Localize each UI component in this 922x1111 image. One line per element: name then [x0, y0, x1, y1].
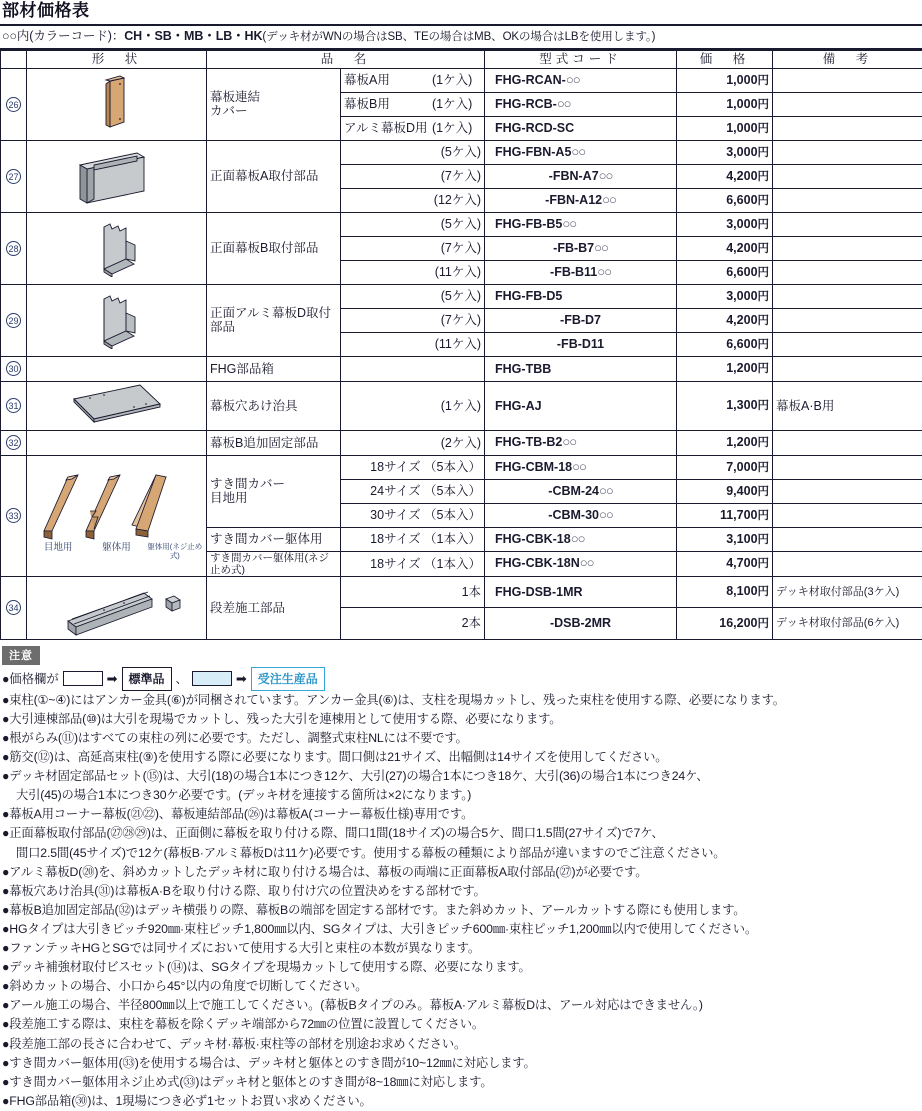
legend-box-blue — [192, 671, 232, 686]
shape-labels — [30, 543, 203, 560]
yen-symbol: 円 — [758, 267, 770, 279]
quantity-spec: (7ケ入) — [341, 236, 485, 260]
price-value: 4,200 — [726, 313, 757, 327]
product-name-line: 目地用 — [210, 491, 337, 505]
circled-number: 34 — [6, 600, 21, 615]
yen-symbol: 円 — [758, 534, 770, 546]
row-number-28 — [1, 212, 27, 284]
model-code: FHG-RCAN-○○ — [485, 68, 677, 92]
quantity-spec — [341, 92, 485, 116]
model-code: FHG-FBN-A5○○ — [485, 140, 677, 164]
shape-cell-28 — [27, 212, 207, 284]
model-code: FHG-FB-B5○○ — [485, 212, 677, 236]
product-name-29 — [207, 284, 341, 356]
spec-name: 幕板A用 — [344, 73, 432, 87]
remarks-cell — [773, 116, 922, 140]
color-code-placeholder: ○○ — [580, 555, 594, 570]
row-number-27 — [1, 140, 27, 212]
shape-cell-34 — [27, 576, 207, 639]
product-name-34 — [207, 576, 341, 639]
notes-section — [0, 640, 922, 1111]
product-name-line: 幕板連結 — [210, 90, 337, 104]
model-code: FHG-TBB — [485, 356, 677, 381]
price-value: 4,200 — [726, 169, 757, 183]
legend-standard: 標準品 — [122, 667, 172, 691]
note-line-5: 大引(45)の場合1本につき30ケ必要です。(デッキ材を連接する箇所は×2になります。) — [2, 786, 922, 805]
quantity-spec: 2本 — [341, 608, 485, 640]
shape-cell-33 — [27, 455, 207, 576]
price-cell — [677, 527, 773, 551]
model-code: -FBN-A7○○ — [485, 164, 677, 188]
note-line-15: ●斜めカットの場合、小口から45°以内の角度で切断してください。 — [2, 977, 922, 996]
remarks-cell: デッキ材取付部品(6ケ入) — [773, 608, 922, 640]
price-value: 1,000 — [726, 73, 757, 87]
price-cell — [677, 116, 773, 140]
product-name-line: 正面幕板A取付部品 — [210, 169, 337, 183]
price-legend — [2, 667, 922, 691]
price-value: 6,600 — [726, 193, 757, 207]
yen-symbol: 円 — [758, 99, 770, 111]
yen-symbol: 円 — [758, 243, 770, 255]
note-line-17: ●段差施工する際は、束柱を幕板を除くデッキ端部から72㎜の位置に設置してください。 — [2, 1015, 922, 1034]
product-name-32 — [207, 430, 341, 455]
price-value: 1,300 — [726, 398, 757, 412]
yen-symbol: 円 — [758, 123, 770, 135]
color-code-placeholder: ○○ — [599, 168, 613, 183]
table-row — [1, 455, 922, 479]
remarks-cell — [773, 260, 922, 284]
model-code: FHG-RCB-○○ — [485, 92, 677, 116]
remarks-cell: デッキ材取付部品(3ケ入) — [773, 576, 922, 608]
yen-symbol: 円 — [758, 618, 770, 630]
yen-symbol: 円 — [758, 339, 770, 351]
price-value: 6,600 — [726, 337, 757, 351]
product-name-30 — [207, 356, 341, 381]
model-code: FHG-CBM-18○○ — [485, 455, 677, 479]
price-value: 11,700 — [720, 508, 758, 522]
row-number-31 — [1, 381, 27, 430]
product-name-26 — [207, 68, 341, 140]
yen-symbol: 円 — [758, 195, 770, 207]
model-code: -FBN-A12○○ — [485, 188, 677, 212]
note-line-1: ●大引連棟部品(⑩)は大引を現場でカットし、残った大引を連棟用として使用する際、必要になります。 — [2, 710, 922, 729]
quantity-spec: (5ケ入) — [341, 140, 485, 164]
note-line-12: ●HGタイプは大引きピッチ920㎜·束柱ピッチ1,800㎜以内、SGタイプは、大引きピッチ600㎜·束柱ピッチ1,200㎜以内で使用してください。 — [2, 920, 922, 939]
table-row — [1, 381, 922, 430]
quantity-spec: 18サイズ （5本入） — [341, 455, 485, 479]
price-cell — [677, 479, 773, 503]
price-cell — [677, 212, 773, 236]
yen-symbol: 円 — [758, 586, 770, 598]
quantity-spec — [341, 116, 485, 140]
header-no — [1, 50, 27, 68]
color-code-paren: (デッキ材がWNの場合はSB、TEの場合はMB、OKの場合はLBを使用します。) — [262, 31, 655, 43]
model-code: -CBM-24○○ — [485, 479, 677, 503]
circled-number: 27 — [6, 169, 21, 184]
color-code-codes: CH・SB・MB・LB・HK — [124, 29, 262, 43]
shape-three-covers-art — [32, 471, 202, 545]
notes-lines — [2, 691, 922, 1111]
spec-qty: (1ケ入) — [432, 97, 472, 111]
price-cell — [677, 140, 773, 164]
shape-cell-26 — [27, 68, 207, 140]
note-line-2: ●根がらみ(⑪)はすべての束柱の列に必要です。ただし、調整式束柱NLには不要です。 — [2, 729, 922, 748]
model-code: FHG-CBK-18○○ — [485, 527, 677, 551]
legend-box-white — [63, 671, 103, 686]
shape-cell-29 — [27, 284, 207, 356]
row-number-29 — [1, 284, 27, 356]
price-cell — [677, 503, 773, 527]
legend-arrow-2: ➡ — [236, 668, 247, 690]
color-code-placeholder: ○○ — [602, 192, 616, 207]
shape-angle-bracket-art — [32, 291, 202, 349]
shape-cell-27 — [27, 140, 207, 212]
quantity-spec: (7ケ入) — [341, 308, 485, 332]
remarks-cell — [773, 308, 922, 332]
shape-cell-32 — [27, 430, 207, 455]
header-name: 品 名 — [207, 50, 485, 68]
quantity-spec: 18サイズ （1本入） — [341, 551, 485, 576]
product-name-27 — [207, 140, 341, 212]
price-value: 3,100 — [726, 532, 757, 546]
product-name-line: 正面幕板B取付部品 — [210, 241, 337, 255]
product-name-line: 正面アルミ幕板D取付部品 — [210, 306, 337, 335]
price-table-body — [1, 68, 922, 639]
model-code: -FB-D7 — [485, 308, 677, 332]
remarks-cell — [773, 430, 922, 455]
price-cell — [677, 576, 773, 608]
model-code: FHG-TB-B2○○ — [485, 430, 677, 455]
spec-qty: (1ケ入) — [432, 121, 472, 135]
note-line-13: ●ファンテッキHGとSGでは同サイズにおいて使用する大引と束柱の本数が異なります。 — [2, 939, 922, 958]
remarks-cell — [773, 140, 922, 164]
remarks-cell: 幕板A·B用 — [773, 381, 922, 430]
note-line-10: ●幕板穴あけ治具(㉛)は幕板A·Bを取り付ける際、取り付け穴の位置決めをする部材です。 — [2, 882, 922, 901]
price-cell — [677, 284, 773, 308]
yen-symbol: 円 — [758, 147, 770, 159]
spec-name: アルミ幕板D用 — [344, 121, 432, 135]
note-line-16: ●アール施工の場合、半径800㎜以上で施工してください。(幕板Bタイプのみ。幕板A·アルミ幕板Dは、アール対応はできません。) — [2, 996, 922, 1015]
remarks-cell — [773, 212, 922, 236]
header-code: 型式コード — [485, 50, 677, 68]
yen-symbol: 円 — [758, 437, 770, 449]
shape-maku-cover-art — [32, 75, 202, 133]
remarks-cell — [773, 527, 922, 551]
row-number-26 — [1, 68, 27, 140]
price-cell — [677, 430, 773, 455]
color-code-placeholder: ○○ — [557, 96, 571, 111]
shape-label-0: 目地用 — [30, 543, 86, 560]
table-header-row — [1, 50, 922, 68]
row-number-30 — [1, 356, 27, 381]
note-line-3: ●筋交(⑫)は、高延高束柱(⑨)を使用する際に必要になります。間口側は21サイズ、出幅側は14サイズを使用してください。 — [2, 748, 922, 767]
table-row — [1, 140, 922, 164]
table-row — [1, 68, 922, 92]
price-cell — [677, 332, 773, 356]
note-line-9: ●アルミ幕板D(⑳)を、斜めカットしたデッキ材に取り付ける場合は、幕板の両端に正面幕板A取付部品(㉗)が必要です。 — [2, 863, 922, 882]
note-line-7: ●正面幕板取付部品(㉗㉘㉙)は、正面側に幕板を取り付ける際、間口1間(18サイズ)の場合5ケ、間口1.5間(27サイズ)で7ケ、 — [2, 824, 922, 843]
quantity-spec: (7ケ入) — [341, 164, 485, 188]
note-line-18: ●段差施工部の長さに合わせて、デッキ材·幕板·束柱等の部材を別途お求めください。 — [2, 1035, 922, 1054]
circled-number: 29 — [6, 313, 21, 328]
color-code-placeholder: ○○ — [562, 216, 576, 231]
circled-number: 31 — [6, 398, 21, 413]
circled-number: 30 — [6, 361, 21, 376]
quantity-spec: 18サイズ （1本入） — [341, 527, 485, 551]
quantity-spec: 24サイズ （5本入） — [341, 479, 485, 503]
color-code-placeholder: ○○ — [572, 459, 586, 474]
price-value: 9,400 — [726, 484, 757, 498]
yen-symbol: 円 — [758, 400, 770, 412]
note-line-14: ●デッキ補強材取付ビスセット(⑭)は、SGタイプを現場カットして使用する際、必要になります。 — [2, 958, 922, 977]
color-code-placeholder: ○○ — [566, 72, 580, 87]
note-line-8: 間口2.5間(45サイズ)で12ケ(幕板B·アルミ幕板Dは11ケ)必要です。使用する幕板の種類により部品が違いますのでご注意ください。 — [2, 844, 922, 863]
product-name-line: 幕板B追加固定部品 — [210, 436, 337, 450]
color-code-placeholder: ○○ — [599, 507, 613, 522]
price-value: 3,000 — [726, 145, 757, 159]
note-line-11: ●幕板B追加固定部品(㉜)はデッキ横張りの際、幕板Bの端部を固定する部材です。また斜めカット、アールカットする際にも使用します。 — [2, 901, 922, 920]
price-value: 1,200 — [726, 435, 757, 449]
table-row — [1, 212, 922, 236]
shape-label-2: 躯体用(ネジ止め式) — [147, 543, 203, 560]
yen-symbol: 円 — [758, 75, 770, 87]
shape-step-rail-art — [32, 577, 202, 639]
legend-made-to-order: 受注生産品 — [251, 667, 325, 691]
color-code-placeholder: ○○ — [571, 531, 585, 546]
page-title: 部材価格表 — [0, 0, 922, 24]
model-code: -DSB-2MR — [485, 608, 677, 640]
shape-flat-plate-art — [32, 382, 202, 430]
remarks-cell — [773, 551, 922, 576]
price-cell — [677, 164, 773, 188]
row-number-34 — [1, 576, 27, 639]
shape-angle-bracket-art — [32, 219, 202, 277]
quantity-spec: 1本 — [341, 576, 485, 608]
color-code-note — [0, 26, 922, 50]
table-row — [1, 284, 922, 308]
model-code: FHG-DSB-1MR — [485, 576, 677, 608]
yen-symbol: 円 — [758, 462, 770, 474]
header-price: 価 格 — [677, 50, 773, 68]
product-name-line: 幕板穴あけ治具 — [210, 399, 337, 413]
model-code: FHG-CBK-18N○○ — [485, 551, 677, 576]
price-cell — [677, 260, 773, 284]
circled-number: 28 — [6, 241, 21, 256]
model-code: -FB-B11○○ — [485, 260, 677, 284]
row-number-33 — [1, 455, 27, 576]
quantity-spec — [341, 68, 485, 92]
quantity-spec: (11ケ入) — [341, 332, 485, 356]
product-name-line: カバー — [210, 104, 337, 118]
shape-cell-30 — [27, 356, 207, 381]
price-value: 3,000 — [726, 217, 757, 231]
note-line-19: ●すき間カバー躯体用(㉝)を使用する場合は、デッキ材と躯体とのすき間が10~12㎜に対応します。 — [2, 1054, 922, 1073]
price-value: 1,200 — [726, 361, 757, 375]
color-code-placeholder: ○○ — [597, 264, 611, 279]
price-value: 3,000 — [726, 289, 757, 303]
product-name-33 — [207, 455, 341, 527]
color-code-placeholder: ○○ — [571, 144, 585, 159]
product-name-line: 段差施工部品 — [210, 601, 337, 615]
yen-symbol: 円 — [758, 363, 770, 375]
model-code: -FB-B7○○ — [485, 236, 677, 260]
remarks-cell — [773, 92, 922, 116]
price-value: 4,200 — [726, 241, 757, 255]
color-code-placeholder: ○○ — [562, 434, 576, 449]
quantity-spec: (5ケ入) — [341, 212, 485, 236]
model-code: -CBM-30○○ — [485, 503, 677, 527]
price-cell — [677, 188, 773, 212]
price-cell — [677, 608, 773, 640]
spec-qty: (1ケ入) — [432, 73, 472, 87]
model-code: FHG-AJ — [485, 381, 677, 430]
price-cell — [677, 236, 773, 260]
quantity-spec — [341, 356, 485, 381]
yen-symbol: 円 — [758, 486, 770, 498]
quantity-spec: (1ケ入) — [341, 381, 485, 430]
note-line-4: ●デッキ材固定部品セット(⑮)は、大引(18)の場合1本につき12ケ、大引(27)の場合1本につき18ケ、大引(36)の場合1本につき24ケ、 — [2, 767, 922, 786]
legend-prefix: ●価格欄が — [2, 668, 59, 690]
remarks-cell — [773, 332, 922, 356]
note-line-21: ●FHG部品箱(㉚)は、1現場につき必ず1セットお買い求めください。 — [2, 1092, 922, 1111]
color-code-placeholder: ○○ — [599, 483, 613, 498]
remarks-cell — [773, 188, 922, 212]
header-note: 備 考 — [773, 50, 922, 68]
shape-label-1: 躯体用 — [88, 543, 144, 560]
yen-symbol: 円 — [758, 171, 770, 183]
table-row — [1, 576, 922, 608]
row-number-32 — [1, 430, 27, 455]
price-value: 4,700 — [726, 556, 757, 570]
price-value: 16,200 — [719, 616, 757, 630]
quantity-spec: (5ケ入) — [341, 284, 485, 308]
price-cell — [677, 68, 773, 92]
price-value: 1,000 — [726, 121, 757, 135]
price-cell — [677, 455, 773, 479]
price-value: 8,100 — [726, 584, 757, 598]
note-line-6: ●幕板A用コーナー幕板(㉑㉒)、幕板連結部品(㉖)は幕板A(コーナー幕板仕様)専用です。 — [2, 805, 922, 824]
remarks-cell — [773, 479, 922, 503]
quantity-spec: 30サイズ （5本入） — [341, 503, 485, 527]
product-name-line: すき間カバー — [210, 477, 337, 491]
circled-number: 32 — [6, 435, 21, 450]
header-shape: 形 状 — [27, 50, 207, 68]
shape-cell-31 — [27, 381, 207, 430]
product-name-28 — [207, 212, 341, 284]
table-row — [1, 356, 922, 381]
remarks-cell — [773, 503, 922, 527]
price-value: 7,000 — [726, 460, 757, 474]
remarks-cell — [773, 284, 922, 308]
circled-number: 33 — [6, 508, 21, 523]
yen-symbol: 円 — [758, 291, 770, 303]
note-line-0: ●束柱(①~④)にはアンカー金具(⑥)が同梱されています。アンカー金具(⑥)は、支柱を現場カットし、残った束柱を使用する際、必要になります。 — [2, 691, 922, 710]
price-cell — [677, 92, 773, 116]
note-line-20: ●すき間カバー躯体用ネジ止め式(㉝)はデッキ材と躯体とのすき間が8~18㎜に対応します。 — [2, 1073, 922, 1092]
model-code: FHG-RCD-SC — [485, 116, 677, 140]
price-value: 1,000 — [726, 97, 757, 111]
legend-arrow-1: ➡ — [107, 668, 118, 690]
yen-symbol: 円 — [758, 219, 770, 231]
price-cell — [677, 551, 773, 576]
model-code: FHG-FB-D5 — [485, 284, 677, 308]
price-cell — [677, 381, 773, 430]
color-code-prefix: ○○内(カラーコード)： — [2, 29, 124, 43]
remarks-cell — [773, 236, 922, 260]
yen-symbol: 円 — [758, 558, 770, 570]
spec-name: 幕板B用 — [344, 97, 432, 111]
yen-symbol: 円 — [758, 510, 770, 522]
yen-symbol: 円 — [758, 315, 770, 327]
table-row — [1, 430, 922, 455]
price-cell — [677, 356, 773, 381]
remarks-cell — [773, 68, 922, 92]
remarks-cell — [773, 356, 922, 381]
quantity-spec: (12ケ入) — [341, 188, 485, 212]
color-code-placeholder: ○○ — [594, 240, 608, 255]
model-code: -FB-D11 — [485, 332, 677, 356]
remarks-cell — [773, 455, 922, 479]
quantity-spec: (2ケ入) — [341, 430, 485, 455]
product-name-line: FHG部品箱 — [210, 362, 337, 376]
notes-badge: 注意 — [2, 646, 40, 665]
product-name-sub: すき間カバー躯体用(ネジ止め式) — [207, 551, 341, 576]
legend-separator: 、 — [176, 668, 188, 690]
price-table — [0, 50, 922, 640]
circled-number: 26 — [6, 97, 21, 112]
product-name-sub: すき間カバー躯体用 — [207, 527, 341, 551]
quantity-spec: (11ケ入) — [341, 260, 485, 284]
price-value: 6,600 — [726, 265, 757, 279]
price-cell — [677, 308, 773, 332]
remarks-cell — [773, 164, 922, 188]
shape-box-bracket-art — [32, 147, 202, 205]
product-name-31 — [207, 381, 341, 430]
